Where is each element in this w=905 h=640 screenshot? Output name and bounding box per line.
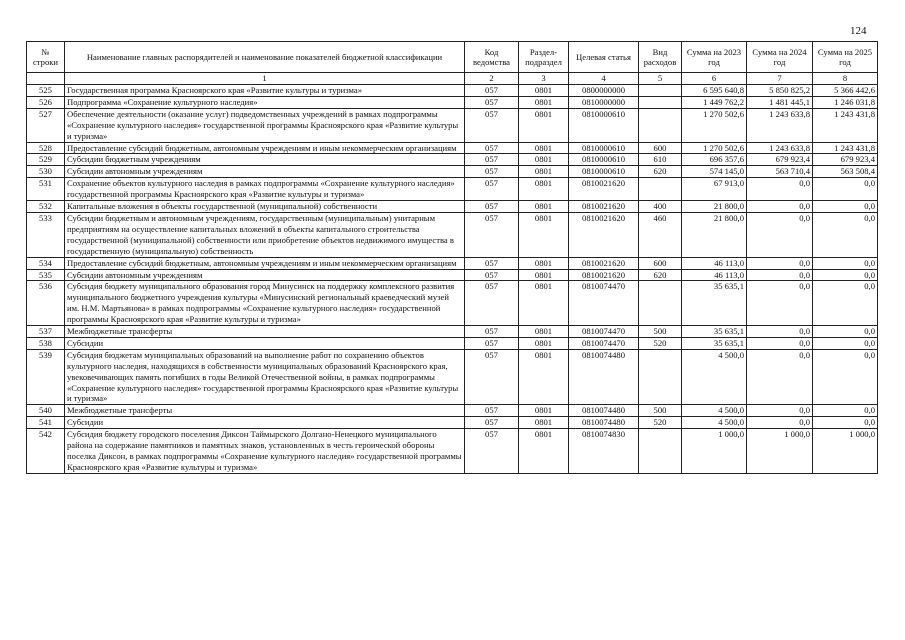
row-type: 520 (639, 417, 682, 429)
header-sum-2024: Сумма на 2024 год (747, 42, 813, 73)
row-sum-2024: 563 710,4 (747, 166, 813, 178)
table-row (27, 96, 878, 108)
row-number: 534 (27, 257, 65, 269)
row-code: 057 (465, 178, 519, 201)
row-name: Субсидии автономным учреждениям (65, 269, 465, 281)
row-code: 057 (465, 212, 519, 257)
row-sum-2024: 0,0 (747, 269, 813, 281)
column-number: 7 (747, 73, 813, 85)
row-sum-2023: 574 145,0 (682, 166, 747, 178)
header-section: Раздел-подраздел (519, 42, 569, 73)
table-row (27, 212, 878, 257)
row-name: Субсидия бюджету муниципального образования город Минусинск на поддержку комплексного развития муниципального бюджетного учреждения культуры «Минусинский региональный краеведческий музей им. Н.М. Мартьянова» в рамках подпрограммы «Сохранение культурного наследия» государственной программы Красноярского края «Развитие культуры и туризма» (65, 281, 465, 326)
row-sum-2023: 1 000,0 (682, 429, 747, 474)
table-row (27, 417, 878, 429)
row-sum-2025: 0,0 (813, 326, 878, 338)
row-type (639, 349, 682, 405)
table-row (27, 108, 878, 142)
row-sum-2023: 6 595 640,8 (682, 85, 747, 97)
row-sum-2025: 1 243 431,8 (813, 142, 878, 154)
row-sum-2025: 0,0 (813, 417, 878, 429)
row-name: Предоставление субсидий бюджетным, автономным учреждениям и иным некоммерческим организациям (65, 257, 465, 269)
row-section: 0801 (519, 166, 569, 178)
row-name: Субсидии автономным учреждениям (65, 166, 465, 178)
row-number: 531 (27, 178, 65, 201)
row-name: Капитальные вложения в объекты государственной (муниципальной) собственности (65, 201, 465, 213)
row-name: Сохранение объектов культурного наследия в рамках подпрограммы «Сохранение культурного наследия» государственной программы Красноярского края «Развитие культуры и туризма» (65, 178, 465, 201)
row-sum-2024: 0,0 (747, 417, 813, 429)
row-section: 0801 (519, 142, 569, 154)
row-sum-2024: 0,0 (747, 257, 813, 269)
row-type (639, 178, 682, 201)
page-number: 124 (850, 25, 867, 37)
row-sum-2025: 679 923,4 (813, 154, 878, 166)
row-article: 0810074470 (569, 326, 639, 338)
row-sum-2023: 4 500,0 (682, 405, 747, 417)
row-sum-2024: 1 243 633,8 (747, 142, 813, 154)
column-number: 2 (465, 73, 519, 85)
column-number: 5 (639, 73, 682, 85)
row-type: 460 (639, 212, 682, 257)
row-sum-2025: 563 508,4 (813, 166, 878, 178)
row-sum-2025: 0,0 (813, 269, 878, 281)
row-article: 0810000610 (569, 154, 639, 166)
row-section: 0801 (519, 269, 569, 281)
row-sum-2024: 0,0 (747, 349, 813, 405)
row-sum-2024: 0,0 (747, 326, 813, 338)
table-row (27, 166, 878, 178)
row-sum-2024: 5 850 825,2 (747, 85, 813, 97)
row-sum-2023: 4 500,0 (682, 349, 747, 405)
row-article: 0810021620 (569, 269, 639, 281)
row-sum-2024: 1 000,0 (747, 429, 813, 474)
header-type: Вид расходов (639, 42, 682, 73)
row-type: 520 (639, 337, 682, 349)
row-sum-2025: 0,0 (813, 281, 878, 326)
row-article: 0800000000 (569, 85, 639, 97)
table-row (27, 281, 878, 326)
row-name: Субсидии (65, 337, 465, 349)
row-number: 533 (27, 212, 65, 257)
row-type: 610 (639, 154, 682, 166)
row-name: Предоставление субсидий бюджетным, автономным учреждениям и иным некоммерческим организациям (65, 142, 465, 154)
row-type: 400 (639, 201, 682, 213)
table-row (27, 269, 878, 281)
row-sum-2023: 4 500,0 (682, 417, 747, 429)
row-code: 057 (465, 142, 519, 154)
row-article: 0810074830 (569, 429, 639, 474)
table-row (27, 405, 878, 417)
row-number: 538 (27, 337, 65, 349)
row-number: 528 (27, 142, 65, 154)
row-sum-2025: 1 000,0 (813, 429, 878, 474)
row-section: 0801 (519, 405, 569, 417)
row-code: 057 (465, 281, 519, 326)
row-sum-2025: 0,0 (813, 257, 878, 269)
row-sum-2023: 21 800,0 (682, 201, 747, 213)
header-sum-2023: Сумма на 2023 год (682, 42, 747, 73)
row-code: 057 (465, 349, 519, 405)
row-code: 057 (465, 429, 519, 474)
row-sum-2024: 0,0 (747, 405, 813, 417)
table-row (27, 429, 878, 474)
row-name: Подпрограмма «Сохранение культурного наследия» (65, 96, 465, 108)
row-number: 529 (27, 154, 65, 166)
row-number: 539 (27, 349, 65, 405)
row-sum-2025: 0,0 (813, 337, 878, 349)
row-sum-2024: 0,0 (747, 201, 813, 213)
table-row (27, 326, 878, 338)
row-sum-2024: 0,0 (747, 178, 813, 201)
row-article: 0810074480 (569, 349, 639, 405)
row-name: Субсидии бюджетным и автономным учреждениям, государственным (муниципальным) унитарным предприятиям на осуществление капитальных вложений в объекты капитального строительства государственной (муниципальной) собственности или приобретение объектов недвижимого имущества в государственную (муниципальную) собственность (65, 212, 465, 257)
row-sum-2025: 0,0 (813, 201, 878, 213)
row-sum-2025: 5 366 442,6 (813, 85, 878, 97)
table-row (27, 349, 878, 405)
row-article: 0810074480 (569, 417, 639, 429)
row-type (639, 429, 682, 474)
row-code: 057 (465, 85, 519, 97)
row-number: 535 (27, 269, 65, 281)
column-number: 3 (519, 73, 569, 85)
table-row (27, 201, 878, 213)
row-section: 0801 (519, 178, 569, 201)
row-number: 542 (27, 429, 65, 474)
row-name: Субсидия бюджету городского поселения Диксон Таймырского Долгано-Ненецкого муниципального района на содержание памятников и памятных знаков, установленных в честь героической обороны поселка Диксон, в рамках подпрограммы «Сохранение культурного наследия» государственной программы Красноярского края «Развитие культуры и туризма» (65, 429, 465, 474)
column-number: 8 (813, 73, 878, 85)
row-sum-2023: 696 357,6 (682, 154, 747, 166)
row-code: 057 (465, 96, 519, 108)
table-row (27, 257, 878, 269)
table-row (27, 337, 878, 349)
row-number: 541 (27, 417, 65, 429)
row-sum-2023: 46 113,0 (682, 269, 747, 281)
row-article: 0810074470 (569, 281, 639, 326)
table-body (27, 85, 878, 474)
row-sum-2023: 21 800,0 (682, 212, 747, 257)
table-row (27, 154, 878, 166)
row-sum-2024: 679 923,4 (747, 154, 813, 166)
row-sum-2025: 0,0 (813, 212, 878, 257)
row-sum-2025: 1 243 431,8 (813, 108, 878, 142)
row-name: Обеспечение деятельности (оказание услуг) подведомственных учреждений в рамках подпрограммы «Сохранение культурного наследия» государственной программы Красноярского края «Развитие культуры и туризма» (65, 108, 465, 142)
row-sum-2024: 1 243 633,8 (747, 108, 813, 142)
row-code: 057 (465, 269, 519, 281)
row-sum-2023: 35 635,1 (682, 326, 747, 338)
row-section: 0801 (519, 108, 569, 142)
row-type: 620 (639, 166, 682, 178)
row-number: 536 (27, 281, 65, 326)
row-number: 525 (27, 85, 65, 97)
row-section: 0801 (519, 96, 569, 108)
row-type (639, 85, 682, 97)
row-number: 537 (27, 326, 65, 338)
column-number: 4 (569, 73, 639, 85)
row-sum-2023: 46 113,0 (682, 257, 747, 269)
row-section: 0801 (519, 257, 569, 269)
column-number: 6 (682, 73, 747, 85)
column-numbers-row (27, 73, 878, 85)
row-sum-2023: 35 635,1 (682, 281, 747, 326)
header-article: Целевая статья (569, 42, 639, 73)
row-code: 057 (465, 405, 519, 417)
row-article: 0810021620 (569, 201, 639, 213)
row-article: 0810074470 (569, 337, 639, 349)
row-type: 620 (639, 269, 682, 281)
row-sum-2024: 0,0 (747, 281, 813, 326)
row-article: 0810000000 (569, 96, 639, 108)
row-name: Межбюджетные трансферты (65, 405, 465, 417)
row-type: 600 (639, 257, 682, 269)
row-code: 057 (465, 337, 519, 349)
budget-table (26, 41, 878, 474)
row-section: 0801 (519, 417, 569, 429)
column-number: 1 (65, 73, 465, 85)
row-sum-2023: 35 635,1 (682, 337, 747, 349)
row-sum-2025: 0,0 (813, 405, 878, 417)
row-article: 0810000610 (569, 142, 639, 154)
row-article: 0810021620 (569, 212, 639, 257)
row-number: 526 (27, 96, 65, 108)
row-number: 530 (27, 166, 65, 178)
row-section: 0801 (519, 337, 569, 349)
row-sum-2023: 1 270 502,6 (682, 142, 747, 154)
row-number: 527 (27, 108, 65, 142)
row-section: 0801 (519, 429, 569, 474)
table-row (27, 85, 878, 97)
header-row-no: № строки (27, 42, 65, 73)
row-type (639, 108, 682, 142)
row-section: 0801 (519, 281, 569, 326)
row-sum-2023: 67 913,0 (682, 178, 747, 201)
row-name: Межбюджетные трансферты (65, 326, 465, 338)
row-type (639, 281, 682, 326)
row-article: 0810021620 (569, 257, 639, 269)
row-name: Субсидия бюджетам муниципальных образований на выполнение работ по сохранению объектов культурного наследия, находящихся в собственности муниципальных образований Красноярского края, увековечивающих память погибших в годы Великой Отечественной войны, в рамках подпрограммы «Сохранение культурного наследия» государственной программы Красноярского края «Развитие культуры и туризма» (65, 349, 465, 405)
column-number (27, 73, 65, 85)
table-row (27, 178, 878, 201)
row-code: 057 (465, 108, 519, 142)
row-name: Субсидии бюджетным учреждениям (65, 154, 465, 166)
row-number: 532 (27, 201, 65, 213)
row-type (639, 96, 682, 108)
row-section: 0801 (519, 85, 569, 97)
table-row (27, 142, 878, 154)
row-name: Государственная программа Красноярского края «Развитие культуры и туризма» (65, 85, 465, 97)
row-article: 0810000610 (569, 108, 639, 142)
row-sum-2023: 1 270 502,6 (682, 108, 747, 142)
row-name: Субсидии (65, 417, 465, 429)
row-sum-2025: 0,0 (813, 178, 878, 201)
row-section: 0801 (519, 212, 569, 257)
row-type: 600 (639, 142, 682, 154)
row-sum-2025: 1 246 031,8 (813, 96, 878, 108)
row-sum-2024: 0,0 (747, 212, 813, 257)
row-code: 057 (465, 257, 519, 269)
row-code: 057 (465, 417, 519, 429)
row-article: 0810074480 (569, 405, 639, 417)
row-code: 057 (465, 166, 519, 178)
row-code: 057 (465, 154, 519, 166)
row-number: 540 (27, 405, 65, 417)
row-sum-2024: 1 481 445,1 (747, 96, 813, 108)
row-article: 0810000610 (569, 166, 639, 178)
row-sum-2023: 1 449 762,2 (682, 96, 747, 108)
row-section: 0801 (519, 154, 569, 166)
row-sum-2024: 0,0 (747, 337, 813, 349)
row-sum-2025: 0,0 (813, 349, 878, 405)
row-code: 057 (465, 201, 519, 213)
row-section: 0801 (519, 349, 569, 405)
header-sum-2025: Сумма на 2025 год (813, 42, 878, 73)
row-type: 500 (639, 405, 682, 417)
header-row (27, 42, 878, 73)
row-type: 500 (639, 326, 682, 338)
row-article: 0810021620 (569, 178, 639, 201)
row-code: 057 (465, 326, 519, 338)
header-code: Код ведомства (465, 42, 519, 73)
row-section: 0801 (519, 201, 569, 213)
header-name: Наименование главных распорядителей и наименование показателей бюджетной классификации (65, 42, 465, 73)
row-section: 0801 (519, 326, 569, 338)
